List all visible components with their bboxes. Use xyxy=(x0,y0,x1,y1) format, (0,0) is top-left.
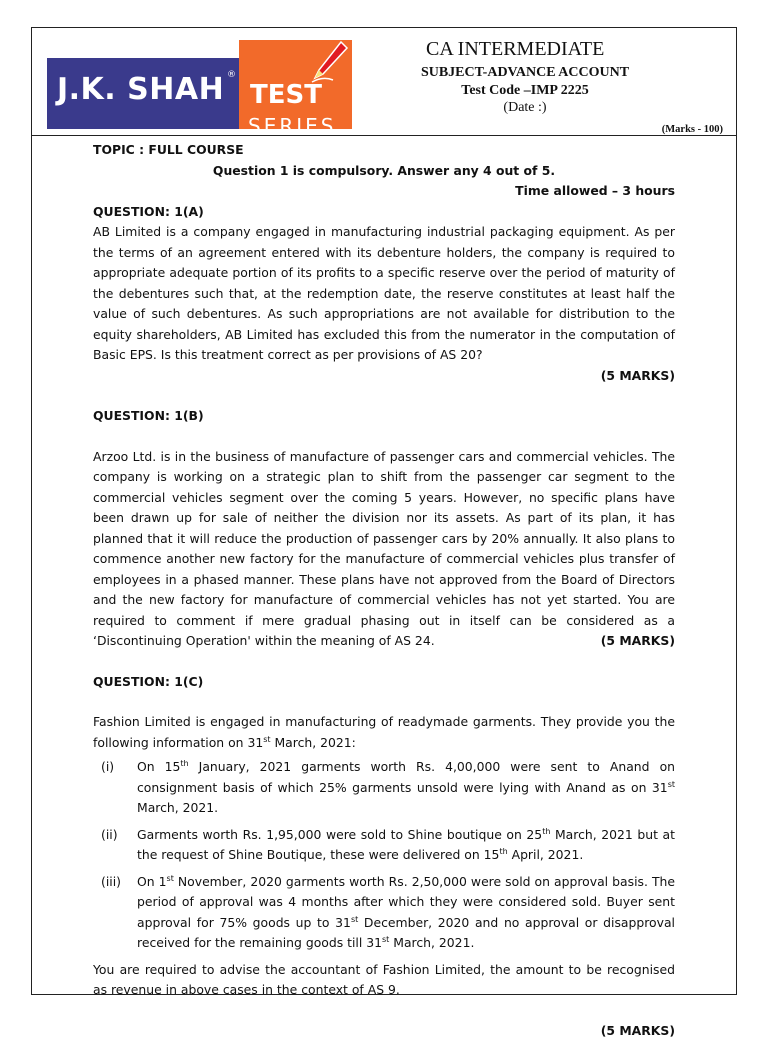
logo-series: SERIES xyxy=(248,114,336,138)
item-sup: st xyxy=(167,873,174,882)
item-text: March, 2021. xyxy=(137,800,218,815)
spacer xyxy=(93,386,675,406)
logo-registered-mark: ® xyxy=(227,70,236,80)
instruction-line: Question 1 is compulsory. Answer any 4 out of 5. xyxy=(93,161,675,182)
item-text: January, 2021 garments worth Rs. 4,00,000 were sent to Anand on consignment basis of which 25% garments unsold were lying with Anand as on 31 xyxy=(137,759,675,795)
item-sup: th xyxy=(499,847,507,856)
list-item-text xyxy=(137,757,675,819)
item-sup: st xyxy=(668,779,675,788)
item-text: March, 2021. xyxy=(389,935,474,950)
list-item-text xyxy=(137,825,675,866)
list-item-text xyxy=(137,872,675,954)
item-sup: st xyxy=(382,935,389,944)
total-marks: (Marks - 100) xyxy=(560,124,730,135)
question-1c-outro: You are required to advise the accountant of Fashion Limited, the amount to be recognised as revenue in above cases in the context of AS 9. xyxy=(93,960,675,1001)
item-text: April, 2021. xyxy=(508,847,584,862)
question-1c-list xyxy=(93,757,675,954)
spacer xyxy=(93,1001,675,1021)
question-1c-marks: (5 MARKS) xyxy=(93,1021,675,1041)
spacer xyxy=(93,652,675,672)
item-sup: st xyxy=(351,914,358,923)
list-item xyxy=(93,757,675,819)
list-item-number: (iii) xyxy=(93,872,137,954)
jk-shah-logo xyxy=(47,40,352,129)
intro-sup: st xyxy=(263,734,270,743)
item-text: November, 2020 garments worth Rs. 2,50,000 were sold on approval basis. The period of approval was 4 months after which they were considered sold. Buyer sent approval for 75% goods up to 31 xyxy=(137,874,675,930)
list-item xyxy=(93,872,675,954)
logo-name: J.K. SHAH xyxy=(57,72,224,107)
item-text: December, 2020 and no approval or disapproval received for the remaining goods till 31 xyxy=(137,915,675,951)
question-1a-marks: (5 MARKS) xyxy=(93,366,675,387)
intro-text-end: March, 2021: xyxy=(271,735,356,750)
intro-text: Fashion Limited is engaged in manufacturing of readymade garments. They provide you the following information on 31 xyxy=(93,714,675,750)
list-item-number: (ii) xyxy=(93,825,137,866)
exam-title: CA INTERMEDIATE xyxy=(380,38,760,61)
item-sup: th xyxy=(180,759,188,768)
item-text: Garments worth Rs. 1,95,000 were sold to Shine boutique on 25 xyxy=(137,827,542,842)
item-text: On 15 xyxy=(137,759,180,774)
topic-line: TOPIC : FULL COURSE xyxy=(93,140,675,161)
question-1b-body xyxy=(93,447,675,652)
date-line: (Date :) xyxy=(390,100,660,116)
test-code: Test Code –IMP 2225 xyxy=(390,83,660,99)
question-1b-heading: QUESTION: 1(B) xyxy=(93,406,675,427)
time-allowed: Time allowed – 3 hours xyxy=(93,181,675,202)
item-text: March, 2021 but at the request of Shine Boutique, these were delivered on 15 xyxy=(137,827,675,863)
list-item xyxy=(93,825,675,866)
spacer xyxy=(93,427,675,447)
question-1b-marks: (5 MARKS) xyxy=(601,631,675,652)
question-1c-intro xyxy=(93,712,675,753)
pencil-icon xyxy=(309,40,349,84)
question-1a-heading: QUESTION: 1(A) xyxy=(93,202,675,223)
header-divider xyxy=(31,135,737,136)
question-1c-heading: QUESTION: 1(C) xyxy=(93,672,675,693)
subject-line: SUBJECT-ADVANCE ACCOUNT xyxy=(390,65,660,81)
spacer xyxy=(93,692,675,712)
question-1b-text: Arzoo Ltd. is in the business of manufacture of passenger cars and commercial vehicles. The company is working on a strategic plan to shift from the passenger car segment to the commercial vehicles segment over the coming 5 years. However, no specific plans have been drawn up for sale of neither the division nor its assets. As part of its plan, it has planned that it will reduce the production of passenger cars by 20% annually. It also plans to commence another new factory for the manufacture of commercial vehicles plus transfer of employees in a phased manner. These plans have not approved from the Board of Directors and the new factory for manufacture of commercial vehicles has not yet started. You are required to comment if mere gradual phasing out in itself can be considered as a ‘Discontinuing Operation' within the meaning of AS 24. xyxy=(93,449,675,649)
question-1a-body: AB Limited is a company engaged in manufacturing industrial packaging equipment. As per the terms of an agreement entered with its debenture holders, the company is required to appropriate adequate portion of its profits to a specific reserve over the period of maturity of the debentures such that, at the redemption date, the reserve constitutes at least half the value of such debentures. As such appropriations are not available for distribution to the equity shareholders, AB Limited has excluded this from the numerator in the computation of Basic EPS. Is this treatment correct as per provisions of AS 20? xyxy=(93,222,675,366)
item-text: On 1 xyxy=(137,874,167,889)
list-item-number: (i) xyxy=(93,757,137,819)
question-paper-body xyxy=(93,140,675,1041)
item-sup: th xyxy=(542,826,550,835)
logo-test: TEST xyxy=(250,80,322,110)
